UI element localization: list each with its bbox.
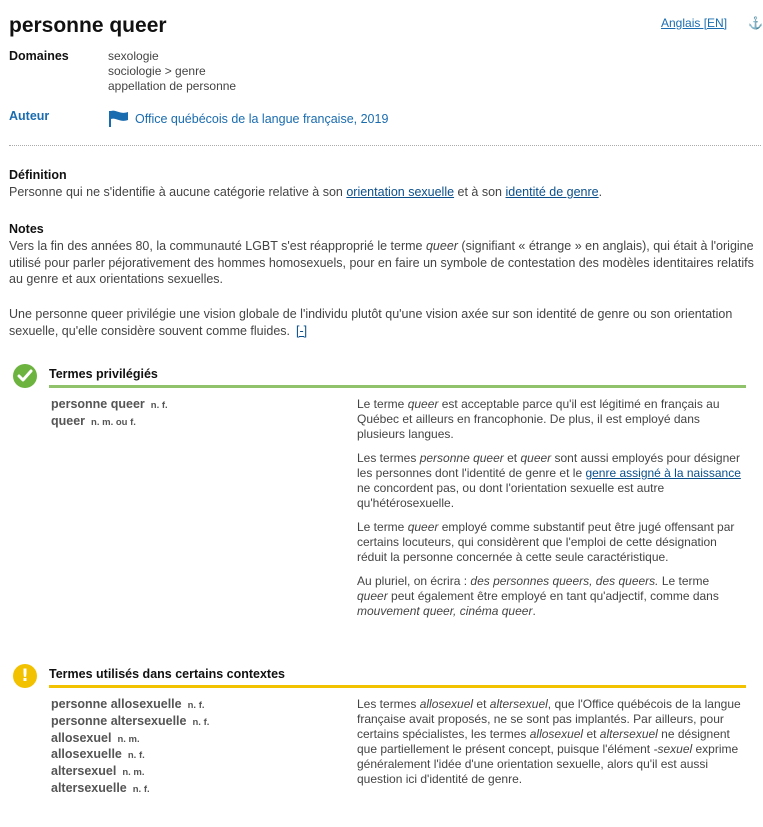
term-row bbox=[51, 747, 209, 764]
author-label: Auteur bbox=[9, 109, 50, 123]
note-text: et bbox=[473, 697, 490, 711]
term-note bbox=[357, 451, 743, 511]
page-title: personne queer bbox=[9, 14, 167, 37]
term-note bbox=[357, 520, 743, 565]
term-row bbox=[51, 764, 209, 781]
grammar-label: n. m. bbox=[122, 767, 145, 779]
term: queer bbox=[51, 413, 86, 428]
notes-text-part: (signifiant « étrange » en anglais), qui était à l'origine utilisé pour parler péjorativement des hommes homosexuels, pour en faire un symbole de contestation des modèles identitaires relatifs au genre et aux orientations sexuelles. bbox=[9, 239, 754, 286]
grammar-label: n. f. bbox=[132, 783, 150, 795]
preferred-terms-heading: Termes privilégiés bbox=[49, 367, 746, 388]
note-emphasis: mouvement queer, cinéma queer bbox=[357, 604, 533, 618]
definition-label: Définition bbox=[9, 168, 67, 182]
note-emphasis: altersexuel bbox=[599, 727, 658, 741]
definition-text bbox=[9, 184, 759, 201]
term-note bbox=[357, 697, 743, 787]
note-emphasis: queer bbox=[520, 451, 552, 465]
domain-item: sexologie bbox=[108, 49, 159, 63]
check-circle-icon bbox=[13, 364, 37, 388]
term: allosexuel bbox=[51, 730, 112, 745]
notes-text-part: Une personne queer privilégie une vision globale de l'individu plutôt qu'une vision axée sur son identité de genre ou son orientation sexuelle, qu'elle considère souvent comme fluides. bbox=[9, 307, 733, 338]
note-emphasis: queer bbox=[407, 397, 439, 411]
exclamation-circle-icon: ! bbox=[13, 664, 37, 688]
note-text: Le terme bbox=[357, 397, 408, 411]
note-text: Le terme bbox=[357, 520, 408, 534]
preferred-terms-list bbox=[51, 397, 168, 431]
note-text: ne concordent pas, ou dont l'orientation sexuelle est autre qu'hétérosexuelle. bbox=[357, 481, 665, 510]
term-note bbox=[357, 397, 743, 442]
term-row bbox=[51, 414, 168, 431]
grammar-label: n. m. ou f. bbox=[91, 416, 136, 428]
collapse-toggle[interactable]: [-] bbox=[296, 323, 308, 338]
notes-label: Notes bbox=[9, 222, 44, 236]
flag-icon bbox=[108, 110, 130, 128]
identite-de-genre-link[interactable]: identité de genre bbox=[505, 185, 599, 199]
author-name[interactable]: Office québécois de la langue française, 2019 bbox=[135, 112, 389, 126]
grammar-label: n. f. bbox=[192, 716, 210, 728]
note-text: , que l'Office québécois de la langue française avait proposés, ne se sont pas implantés. Par ailleurs, pour certains spécialistes, les termes bbox=[357, 697, 741, 741]
definition-text-part: Personne qui ne s'identifie à aucune catégorie relative à son bbox=[9, 185, 347, 199]
notes-text-part: Vers la fin des années 80, la communauté LGBT s'est réapproprié le terme bbox=[9, 239, 426, 253]
note-text: sont aussi employés pour désigner les personnes dont l'identité de genre et le bbox=[357, 451, 740, 480]
note-text: Les termes bbox=[357, 451, 420, 465]
definition-text-part: et à son bbox=[454, 185, 506, 199]
note-text: Les termes bbox=[357, 697, 420, 711]
term-row bbox=[51, 397, 168, 414]
term: allosexuelle bbox=[51, 747, 122, 762]
note-emphasis: personne queer bbox=[419, 451, 504, 465]
english-version-link[interactable]: Anglais [EN] bbox=[661, 16, 728, 30]
domain-item: appellation de personne bbox=[108, 79, 237, 93]
term-row bbox=[51, 714, 209, 731]
note-text: et bbox=[503, 451, 521, 465]
term-note bbox=[357, 574, 743, 619]
term-row bbox=[51, 697, 209, 714]
domains-list bbox=[108, 49, 236, 94]
grammar-label: n. f. bbox=[127, 750, 145, 762]
note-emphasis: allosexuel bbox=[419, 697, 474, 711]
note-emphasis: -sexuel bbox=[653, 742, 693, 756]
divider bbox=[9, 145, 761, 146]
author-link[interactable] bbox=[108, 110, 388, 128]
preferred-terms-notes bbox=[357, 397, 743, 628]
contextual-terms-heading: Termes utilisés dans certains contextes bbox=[49, 667, 746, 688]
note-text: . bbox=[532, 604, 536, 618]
grammar-label: n. f. bbox=[150, 400, 168, 411]
term: altersexuelle bbox=[51, 780, 127, 795]
term: altersexuel bbox=[51, 764, 117, 779]
anchor-icon[interactable]: ⚓ bbox=[748, 16, 763, 30]
note-text: peut également être employé en tant qu'adjectif, comme dans bbox=[387, 589, 719, 603]
term: personne altersexuelle bbox=[51, 713, 187, 728]
contextual-terms-notes bbox=[357, 697, 743, 796]
note-text: employé comme substantif peut être jugé offensant par certains locuteurs, qui considèrent que l'emploi de cette désignation réduit la personne concernée à cette seule caractéristique. bbox=[357, 520, 735, 564]
grammar-label: n. f. bbox=[187, 700, 205, 711]
note-emphasis: des personnes queers, des queers. bbox=[470, 574, 659, 588]
notes-paragraph-1 bbox=[9, 238, 759, 288]
note-text: Le terme bbox=[658, 574, 710, 588]
note-emphasis: queer bbox=[407, 520, 439, 534]
note-text: est acceptable parce qu'il est légitimé en français au Québec et ailleurs en francophonie. De plus, il est employé dans plusieurs langues. bbox=[357, 397, 720, 441]
term: personne allosexuelle bbox=[51, 697, 182, 711]
term-row bbox=[51, 731, 209, 748]
note-emphasis: queer bbox=[357, 589, 388, 603]
orientation-sexuelle-link[interactable]: orientation sexuelle bbox=[346, 185, 455, 199]
note-emphasis: allosexuel bbox=[529, 727, 584, 741]
genre-assigne-link[interactable]: genre assigné à la naissance bbox=[585, 466, 741, 480]
domain-item: sociologie > genre bbox=[108, 64, 206, 78]
term-row bbox=[51, 781, 209, 798]
note-emphasis: altersexuel bbox=[489, 697, 548, 711]
note-text: Au pluriel, on écrira : bbox=[357, 574, 471, 588]
notes-emphasis: queer bbox=[425, 239, 458, 253]
note-text: ne désignent que partiellement le présent concept, puisque l'élément bbox=[357, 727, 730, 756]
note-text: exprime généralement l'idée d'une orientation sexuelle, alors qu'il est aussi question ici d'identité de genre. bbox=[357, 742, 739, 786]
contextual-terms-list bbox=[51, 697, 209, 798]
definition-text-part: . bbox=[598, 185, 603, 199]
term: personne queer bbox=[51, 397, 145, 411]
domains-label: Domaines bbox=[9, 49, 69, 63]
grammar-label: n. m. bbox=[117, 733, 140, 745]
notes-paragraph-2 bbox=[9, 306, 759, 339]
note-text: et bbox=[583, 727, 600, 741]
